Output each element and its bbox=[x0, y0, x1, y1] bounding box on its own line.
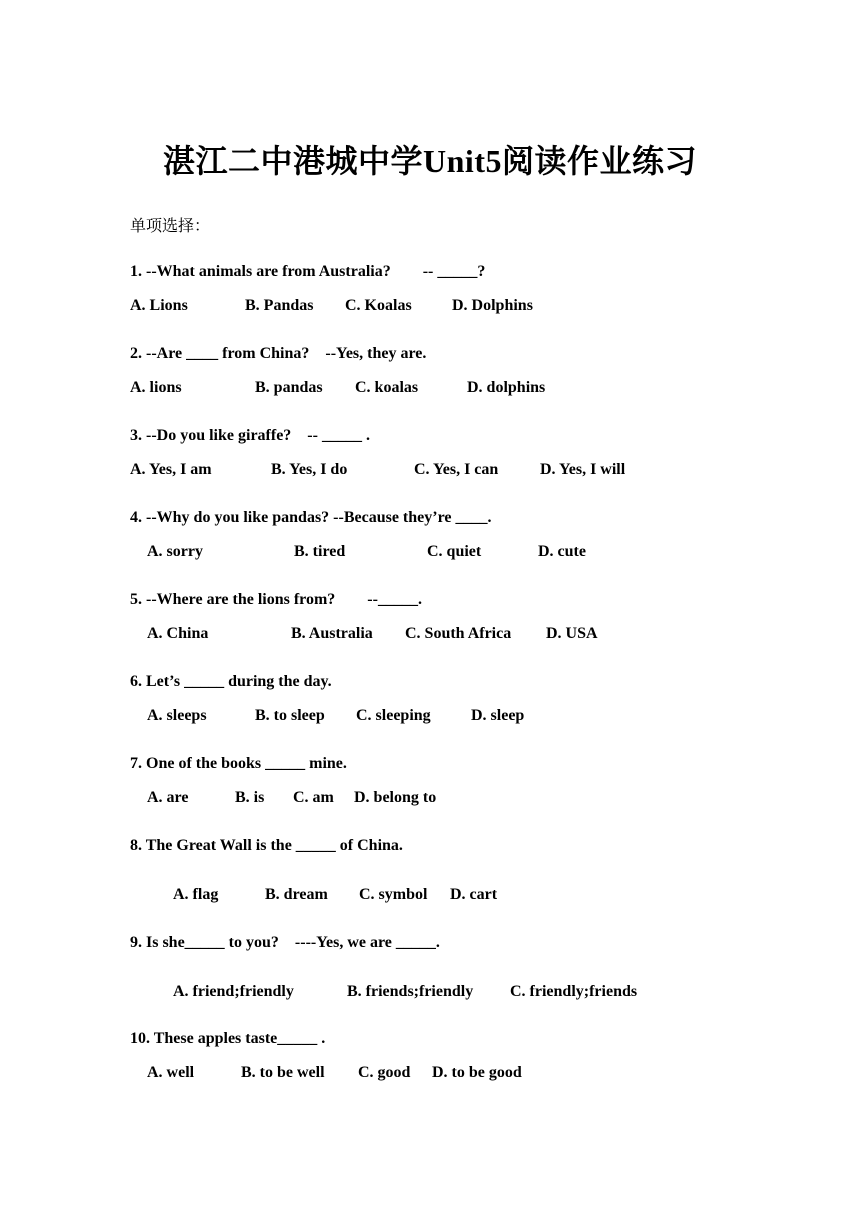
option-d: D. cute bbox=[538, 543, 586, 560]
option-b: B. Australia bbox=[291, 625, 373, 642]
option-c: C. South Africa bbox=[405, 625, 512, 642]
option-a: A. lions bbox=[130, 379, 182, 396]
option-a: A. Lions bbox=[130, 297, 188, 314]
question-6-stem: 6. Let’s _____ during the day. bbox=[130, 673, 332, 690]
question-2-stem: 2. --Are ____ from China? --Yes, they are. bbox=[130, 345, 427, 362]
option-b: B. tired bbox=[294, 543, 346, 560]
question-7-stem: 7. One of the books _____ mine. bbox=[130, 755, 347, 772]
question-3-stem: 3. --Do you like giraffe? -- _____ . bbox=[130, 427, 370, 444]
option-d: D. USA bbox=[546, 625, 598, 642]
option-a: A. sleeps bbox=[147, 707, 207, 724]
option-b: B. friends;friendly bbox=[347, 983, 474, 1000]
option-b: B. to sleep bbox=[255, 707, 325, 724]
question-9-stem: 9. Is she_____ to you? ----Yes, we are _____. bbox=[130, 934, 440, 951]
option-c: C. Yes, I can bbox=[414, 461, 499, 478]
option-d: D. to be good bbox=[432, 1064, 522, 1081]
option-b: B. is bbox=[235, 789, 265, 806]
option-c: C. symbol bbox=[359, 886, 428, 903]
option-d: D. dolphins bbox=[467, 379, 546, 396]
option-a: A. China bbox=[147, 625, 209, 642]
option-a: A. friend;friendly bbox=[173, 983, 294, 1000]
question-5-stem: 5. --Where are the lions from? --_____. bbox=[130, 591, 422, 608]
option-d: D. cart bbox=[450, 886, 498, 903]
option-c: C. Koalas bbox=[345, 297, 412, 314]
option-a: A. well bbox=[147, 1064, 195, 1081]
option-b: B. Pandas bbox=[245, 297, 314, 314]
page-title: 湛江二中港城中学Unit5阅读作业练习 bbox=[163, 143, 697, 179]
question-10-stem: 10. These apples taste_____ . bbox=[130, 1030, 326, 1047]
option-a: A. are bbox=[147, 789, 189, 806]
question-4-stem: 4. --Why do you like pandas? --Because they’re ____. bbox=[130, 509, 492, 526]
option-c: C. friendly;friends bbox=[510, 983, 638, 1000]
option-a: A. flag bbox=[173, 886, 219, 903]
option-d: D. Dolphins bbox=[452, 297, 533, 314]
option-a: A. Yes, I am bbox=[130, 461, 212, 478]
option-c: C. good bbox=[358, 1064, 411, 1081]
option-a: A. sorry bbox=[147, 543, 203, 560]
question-8-stem: 8. The Great Wall is the _____ of China. bbox=[130, 837, 403, 854]
option-c: C. sleeping bbox=[356, 707, 431, 724]
question-1-stem: 1. --What animals are from Australia? -- _____? bbox=[130, 263, 486, 280]
option-d: D. sleep bbox=[471, 707, 525, 724]
option-b: B. Yes, I do bbox=[271, 461, 348, 478]
option-d: D. belong to bbox=[354, 789, 437, 806]
option-c: C. quiet bbox=[427, 543, 482, 560]
option-c: C. am bbox=[293, 789, 334, 806]
option-b: B. to be well bbox=[241, 1064, 325, 1081]
option-c: C. koalas bbox=[355, 379, 419, 396]
option-b: B. dream bbox=[265, 886, 328, 903]
section-label: 单项选择： bbox=[130, 218, 211, 235]
option-d: D. Yes, I will bbox=[540, 461, 626, 478]
question-10-options bbox=[147, 1064, 522, 1172]
option-b: B. pandas bbox=[255, 379, 323, 396]
